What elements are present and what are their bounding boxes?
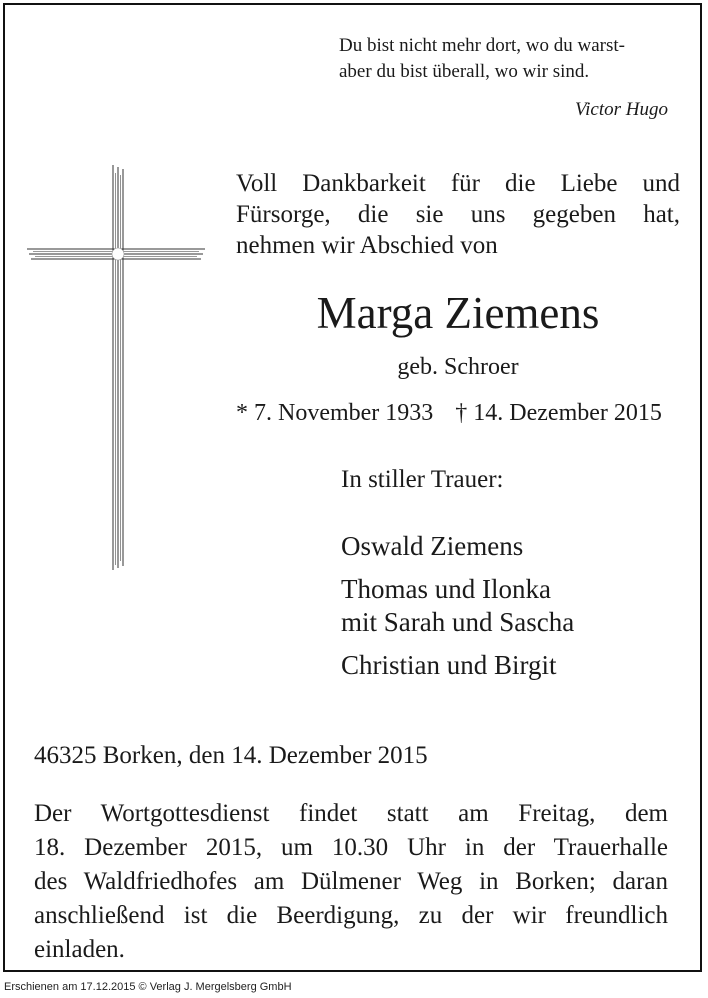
intro-line: nehmen wir Abschied von — [236, 232, 498, 259]
mourner-line: Thomas und Ilonka — [341, 574, 551, 604]
service-line: einladen. — [34, 936, 125, 963]
mourners-list — [341, 530, 574, 692]
deceased-name: Marga Ziemens — [316, 288, 600, 338]
service-line: des Waldfriedhofes am Dülmener Weg in Borken; daran — [34, 868, 668, 895]
mourner-group — [341, 530, 574, 563]
death-date: † 14. Dezember 2015 — [455, 400, 662, 426]
publication-footer: Erschienen am 17.12.2015 © Verlag J. Mergelsberg GmbH — [4, 981, 292, 993]
mourners-heading: In stiller Trauer: — [341, 466, 504, 493]
mourner-line: Christian und Birgit — [341, 650, 557, 680]
cross-icon — [27, 165, 205, 570]
life-dates — [236, 398, 680, 428]
place-date: 46325 Borken, den 14. Dezember 2015 — [34, 742, 428, 769]
service-line: anschließend ist die Beerdigung, zu der wir freundlich — [34, 902, 668, 929]
intro-line: Voll Dankbarkeit für die Liebe und — [236, 170, 680, 197]
mourner-line: Oswald Ziemens — [341, 531, 524, 561]
maiden-name: geb. Schroer — [397, 354, 519, 380]
intro-text — [236, 168, 680, 261]
quote-line: Du bist nicht mehr dort, wo du warst- — [339, 35, 626, 56]
mourner-line: mit Sarah und Sascha — [341, 607, 575, 637]
quote-line: aber du bist überall, wo wir sind. — [339, 61, 590, 82]
quote — [339, 33, 625, 85]
birth-date: * 7. November 1933 — [236, 400, 434, 426]
mourner-group — [341, 573, 574, 639]
quote-author: Victor Hugo — [574, 99, 668, 120]
mourner-group — [341, 649, 574, 682]
service-line: Der Wortgottesdienst findet statt am Freitag, dem — [34, 800, 668, 827]
service-info — [34, 797, 668, 967]
service-line: 18. Dezember 2015, um 10.30 Uhr in der Trauerhalle — [34, 834, 668, 861]
intro-line: Fürsorge, die sie uns gegeben hat, — [236, 201, 680, 228]
